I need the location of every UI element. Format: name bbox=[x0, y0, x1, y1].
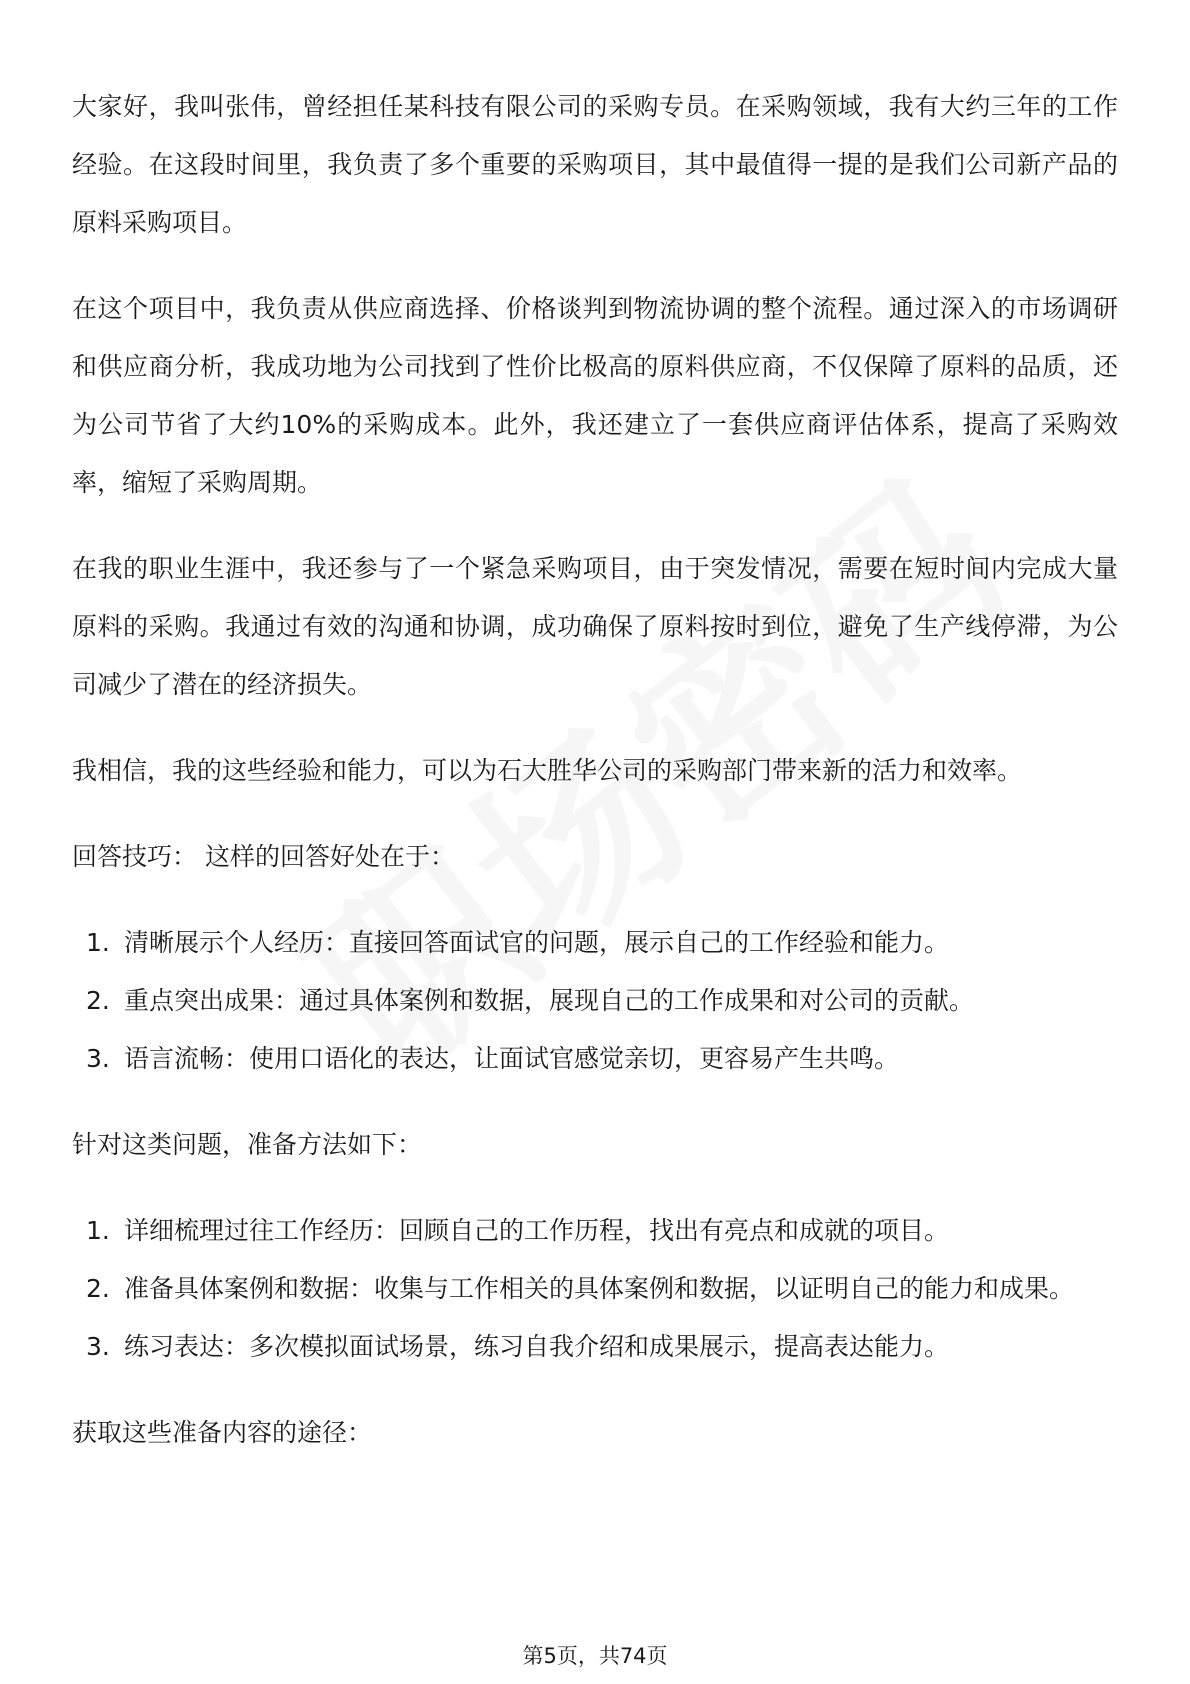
tips-list bbox=[72, 914, 1118, 1088]
list-item-text: 语言流畅：使用口语化的表达，让面试官感觉亲切，更容易产生共鸣。 bbox=[124, 1044, 900, 1073]
list-item bbox=[72, 972, 1118, 1030]
list-item-text: 清晰展示个人经历：直接回答面试官的问题，展示自己的工作经验和能力。 bbox=[124, 928, 950, 957]
closing-paragraph: 我相信，我的这些经验和能力，可以为石大胜华公司的采购部门带来新的活力和效率。 bbox=[72, 756, 1023, 785]
page-number: 第5页，共74页 bbox=[522, 1644, 668, 1668]
prep-heading: 针对这类问题，准备方法如下： bbox=[72, 1130, 423, 1159]
list-item bbox=[72, 1030, 1118, 1088]
list-number: 3. bbox=[86, 1332, 110, 1361]
list-number: 2. bbox=[86, 1274, 110, 1303]
sources-heading: 获取这些准备内容的途径： bbox=[72, 1418, 373, 1447]
list-number: 1. bbox=[86, 928, 110, 957]
list-number: 2. bbox=[86, 986, 110, 1015]
list-item bbox=[72, 1202, 1118, 1260]
intro-paragraph: 大家好，我叫张伟，曾经担任某科技有限公司的采购专员。在采购领域，我有大约三年的工作经验。在这段时间里，我负责了多个重要的采购项目，其中最值得一提的是我们公司新产品的原料采购项目。 bbox=[72, 92, 1118, 237]
list-number: 3. bbox=[86, 1044, 110, 1073]
prep-list bbox=[72, 1202, 1118, 1376]
list-item bbox=[72, 1260, 1118, 1318]
list-item-text: 重点突出成果：通过具体案例和数据，展现自己的工作成果和对公司的贡献。 bbox=[124, 986, 975, 1015]
list-item-text: 练习表达：多次模拟面试场景，练习自我介绍和成果展示，提高表达能力。 bbox=[124, 1332, 950, 1361]
list-number: 1. bbox=[86, 1216, 110, 1245]
tips-heading: 回答技巧： 这样的回答好处在于： bbox=[72, 842, 455, 871]
list-item-text: 准备具体案例和数据：收集与工作相关的具体案例和数据，以证明自己的能力和成果。 bbox=[124, 1274, 1075, 1303]
urgent-project-paragraph: 在我的职业生涯中，我还参与了一个紧急采购项目，由于突发情况，需要在短时间内完成大量原料的采购。我通过有效的沟通和协调，成功确保了原料按时到位，避免了生产线停滞，为公司减少了潜在的经济损失。 bbox=[72, 554, 1118, 699]
list-item-text: 详细梳理过往工作经历：回顾自己的工作历程，找出有亮点和成就的项目。 bbox=[124, 1216, 950, 1245]
list-item bbox=[72, 1318, 1118, 1376]
page-content bbox=[72, 78, 1118, 1490]
list-item bbox=[72, 914, 1118, 972]
project-paragraph: 在这个项目中，我负责从供应商选择、价格谈判到物流协调的整个流程。通过深入的市场调研和供应商分析，我成功地为公司找到了性价比极高的原料供应商，不仅保障了原料的品质，还为公司节省了大约10%的采购成本。此外，我还建立了一套供应商评估体系，提高了采购效率，缩短了采购周期。 bbox=[72, 294, 1118, 497]
